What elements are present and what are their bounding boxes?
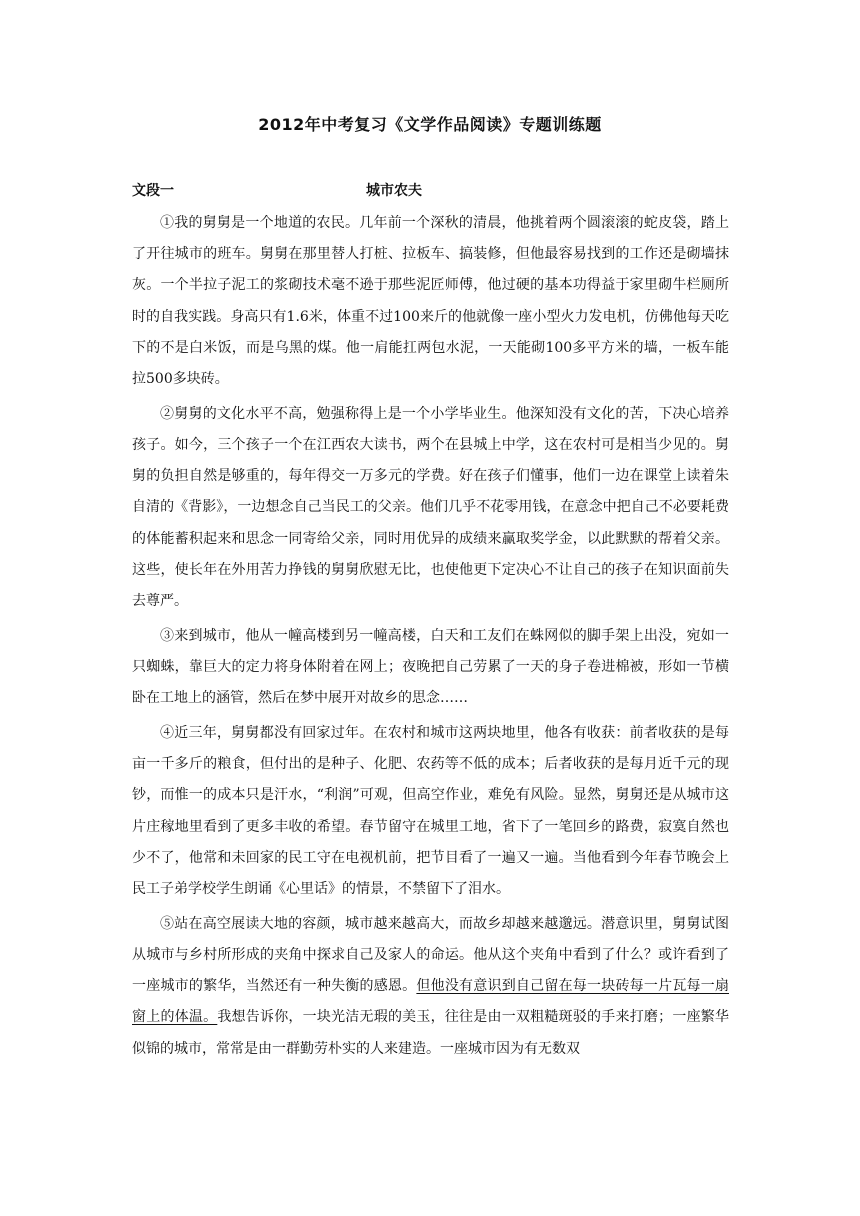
document-title: 2012年中考复习《文学作品阅读》专题训练题 [258, 115, 602, 134]
paragraph-4: ④近三年，舅舅都没有回家过年。在农村和城市这两块地里，他各有收获：前者收获的是每亩一千多斤的粮食，但付出的是种子、化肥、农药等不低的成本；后者收获的是每月近千元的现钞，而惟一的成本只是汗水，“利润”可观，但高空作业，难免有风险。显然，舅舅还是从城市这片庄稼地里看到了更多丰收的希望。春节留守在城里工地，省下了一笔回乡的路费，寂寞自然也少不了，他常和未回家的民工守在电视机前，把节目看了一遍又一遍。当他看到今年春节晚会上民工子弟学校学生朗诵《心里话》的情景，不禁留下了泪水。 [132, 725, 729, 898]
section-label: 文段一 [132, 183, 174, 199]
underlined-sentence: 但他没有意识到自己留在每一块砖每一片瓦每一扇窗上的体温。 [132, 978, 729, 1026]
paragraph-1: ①我的舅舅是一个地道的农民。几年前一个深秋的清晨，他挑着两个圆滚滚的蛇皮袋，踏上了开往城市的班车。舅舅在那里替人打桩、拉板车、搞装修，但他最容易找到的工作还是砌墙抹灰。一个半拉子泥工的浆砌技术毫不逊于那些泥匠师傅，他过硬的基本功得益于家里砌牛栏厕所时的自我实践。身高只有1.6米，体重不过100来斤的他就像一座小型火力发电机，仿佛他每天吃下的不是白米饭，而是乌黑的煤。他一肩能扛两包水泥，一天能砌100多平方米的墙，一板车能拉500多块砖。 [132, 215, 729, 388]
article-body [132, 208, 729, 1068]
paragraph-5 [132, 909, 729, 1065]
paragraph-5-after: 我想告诉你，一块光洁无瑕的美玉，往往是由一双粗糙斑驳的手来打磨；一座繁华似锦的城市，常常是由一群勤劳朴实的人来建造。一座城市因为有无数双 [132, 1009, 730, 1057]
paragraph-2: ②舅舅的文化水平不高，勉强称得上是一个小学毕业生。他深知没有文化的苦，下决心培养孩子。如今，三个孩子一个在江西农大读书，两个在县城上中学，这在农村可是相当少见的。舅舅的负担自然是够重的，每年得交一万多元的学费。好在孩子们懂事，他们一边在课堂上读着朱自清的《背影》，一边想念自己当民工的父亲。他们几乎不花零用钱，在意念中把自己不必要耗费的体能蓄积起来和思念一同寄给父亲，同时用优异的成绩来赢取奖学金，以此默默的帮着父亲。这些，使长年在外用苦力挣钱的舅舅欣慰无比，也使他更下定决心不让自己的孩子在知识面前失去尊严。 [132, 405, 729, 610]
story-title: 城市农夫 [366, 183, 422, 199]
paragraph-5-before: ⑤站在高空展读大地的容颜，城市越来越高大，而故乡却越来越邈远。潜意识里，舅舅试图从城市与乡村所形成的夹角中探求自己及家人的命运。他从这个夹角中看到了什么？或许看到了一座城市的繁华，当然还有一种失衡的感恩。 [132, 915, 729, 995]
paragraph-3: ③来到城市，他从一幢高楼到另一幢高楼，白天和工友们在蛛网似的脚手架上出没，宛如一只蜘蛛，靠巨大的定力将身体附着在网上；夜晚把自己劳累了一天的身子卷进棉被，形如一节横卧在工地上的涵管，然后在梦中展开对故乡的思念…… [132, 627, 729, 707]
